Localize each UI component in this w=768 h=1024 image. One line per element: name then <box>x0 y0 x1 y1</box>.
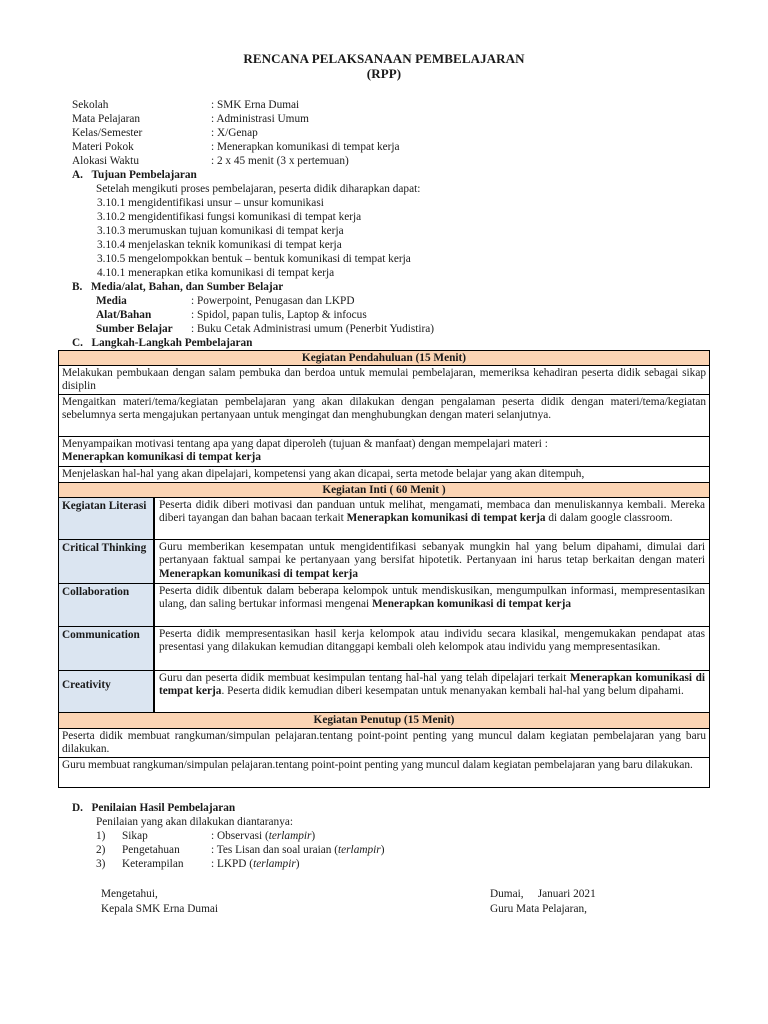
pendahuluan-row <box>58 436 710 467</box>
section-d-intro: Penilaian yang akan dilakukan diantaranya: <box>96 816 293 828</box>
source-label: Sumber Belajar <box>96 323 173 335</box>
media-label: Media <box>96 295 127 307</box>
inti-header: Kegiatan Inti ( 60 Menit ) <box>58 482 710 498</box>
penutup-row: Peserta didik membuat rangkuman/simpulan pelajaran.tentang point-point penting yang muncul dalam kegiatan pembelajaran yang baru dilakukan. <box>58 728 710 758</box>
inti-label-communication: Communication <box>58 626 154 671</box>
assessment-method: : Tes Lisan dan soal uraian ( <box>211 844 338 856</box>
penutup-row: Guru membuat rangkuman/simpulan pelajaran.tentang point-point penting yang muncul dalam kegiatan pembelajaran yang baru dilakukan. <box>58 757 710 788</box>
assessment-value <box>211 857 300 871</box>
identity-label: Kelas/Semester <box>72 127 143 139</box>
identity-value: : X/Genap <box>211 127 258 139</box>
assessment-note: terlampir <box>253 858 296 870</box>
inti-label-collaboration: Collaboration <box>58 583 154 627</box>
inti-desc-creativity <box>154 670 710 713</box>
inti-topic: Menerapkan komunikasi di tempat kerja <box>372 598 571 611</box>
identity-value: : SMK Erna Dumai <box>211 99 300 111</box>
assessment-label: Sikap <box>122 830 148 842</box>
signature-right-line2: Guru Mata Pelajaran, <box>490 903 587 915</box>
objective-item: 3.10.3 merumuskan tujuan komunikasi di tempat kerja <box>97 225 344 237</box>
assessment-close: ) <box>380 844 385 856</box>
section-a-heading: A. Tujuan Pembelajaran <box>72 169 197 181</box>
signature-right-line1: Dumai, Januari 2021 <box>490 888 596 900</box>
identity-label: Materi Pokok <box>72 141 134 153</box>
inti-desc-literasi <box>154 497 710 540</box>
penutup-header: Kegiatan Penutup (15 Menit) <box>58 712 710 729</box>
assessment-method: : LKPD ( <box>211 858 254 870</box>
identity-label: Mata Pelajaran <box>72 113 141 125</box>
inti-text: Guru memberikan kesempatan untuk mengidentifikasi sebanyak mungkin hal yang belum dipahami, dimulai dari pertanyaan faktual sampai ke pertanyaan yang bersifat hipotetik. Pertanyaan ini harus tetap berkaitan dengan materi <box>159 541 705 567</box>
assessment-number: 2) <box>96 844 106 856</box>
pendahuluan-row: Mengaitkan materi/tema/kegiatan pembelajaran yang akan dilakukan dengan pengalaman peserta didik dengan materi/tema/kegiatan sebelumnya serta mengajukan pertanyaan untuk mengingat dan menghubungkan dengan materi selanjutnya. <box>58 394 710 437</box>
objective-item: 3.10.4 menjelaskan teknik komunikasi di tempat kerja <box>97 239 342 251</box>
pendahuluan-topic: Menerapkan komunikasi di tempat kerja <box>62 451 261 464</box>
assessment-label: Keterampilan <box>122 858 184 870</box>
document-subtitle: (RPP) <box>366 66 402 81</box>
pendahuluan-header: Kegiatan Pendahuluan (15 Menit) <box>58 350 710 366</box>
media-value: : Powerpoint, Penugasan dan LKPD <box>191 295 355 307</box>
inti-label-critical-thinking: Critical Thinking <box>58 539 154 584</box>
identity-label: Alokasi Waktu <box>72 155 139 167</box>
inti-text: di dalam google classroom. <box>545 512 673 525</box>
inti-text: Peserta didik mempresentasikan hasil kerja kelompok atau individu secara klasikal, mengemukakan pendapat atas presentasi yang dilakukan kemudian ditanggapi kembali oleh kelompok atau individu yang mempresentasikan. <box>159 628 705 654</box>
document-title: RENCANA PELAKSANAAN PEMBELAJARAN <box>243 51 525 66</box>
tools-value: : Spidol, papan tulis, Laptop & infocus <box>191 309 367 321</box>
inti-text: Peserta didik diberi motivasi dan panduan untuk melihat, mengamati, membaca dan menuliskannya kembali. Mereka diberi tayangan dan bahan bacaan terkait <box>159 499 705 525</box>
pendahuluan-row: Menjelaskan hal-hal yang akan dipelajari, kompetensi yang akan dicapai, serta metode belajar yang akan ditempuh, <box>58 466 710 483</box>
assessment-number: 3) <box>96 858 106 870</box>
inti-text: Guru dan peserta didik membuat kesimpulan tentang hal-hal yang telah dipelajari terkait <box>159 672 570 684</box>
inti-text: . Peserta didik kemudian diberi kesempatan untuk menanyakan kembali hal-hal yang belum dipahami. <box>221 685 684 698</box>
assessment-note: terlampir <box>338 844 381 856</box>
inti-topic: Menerapkan komunikasi di tempat kerja <box>346 512 546 525</box>
assessment-number: 1) <box>96 830 106 842</box>
identity-value: : 2 x 45 menit (3 x pertemuan) <box>211 155 349 167</box>
pendahuluan-row: Melakukan pembukaan dengan salam pembuka dan berdoa untuk memulai pembelajaran, memeriksa kehadiran peserta didik sebagai sikap disiplin <box>58 365 710 395</box>
assessment-note: terlampir <box>268 830 312 842</box>
signature-left-line1: Mengetahui, <box>101 888 158 900</box>
objective-item: 3.10.2 mengidentifikasi fungsi komunikasi di tempat kerja <box>97 211 362 223</box>
inti-desc-critical-thinking <box>154 539 710 584</box>
assessment-close: ) <box>311 830 316 842</box>
assessment-method: : Observasi ( <box>211 830 269 842</box>
section-a-intro: Setelah mengikuti proses pembelajaran, peserta didik diharapkan dapat: <box>96 183 421 195</box>
inti-label-creativity: Creativity <box>58 670 154 713</box>
signature-left-line2: Kepala SMK Erna Dumai <box>101 903 219 915</box>
inti-desc-collaboration <box>154 583 710 627</box>
identity-value: : Administrasi Umum <box>211 113 309 125</box>
inti-topic: Menerapkan komunikasi di tempat kerja <box>159 567 358 580</box>
objective-item: 4.10.1 menerapkan etika komunikasi di tempat kerja <box>97 267 335 279</box>
source-value: : Buku Cetak Administrasi umum (Penerbit Yudistira) <box>191 323 435 335</box>
assessment-value <box>211 843 384 857</box>
inti-label-literasi: Kegiatan Literasi <box>58 497 154 540</box>
inti-topic: Menerapkan komunikasi di tempat kerja <box>159 672 705 698</box>
identity-label: Sekolah <box>72 99 109 111</box>
identity-value: : Menerapkan komunikasi di tempat kerja <box>211 141 400 153</box>
inti-text: Peserta didik dibentuk dalam beberapa kelompok untuk mendiskusikan, mengumpulkan informasi, mempresentasikan ulang, dan saling bertukar informasi mengenai <box>159 585 705 611</box>
section-c-heading: C. Langkah-Langkah Pembelajaran <box>72 337 253 349</box>
section-b-heading: B. Media/alat, Bahan, dan Sumber Belajar <box>72 281 284 293</box>
tools-label: Alat/Bahan <box>96 309 152 321</box>
assessment-value <box>211 829 315 843</box>
objective-item: 3.10.5 mengelompokkan bentuk – bentuk komunikasi di tempat kerja <box>97 253 411 265</box>
objective-item: 3.10.1 mengidentifikasi unsur – unsur komunikasi <box>97 197 324 209</box>
inti-desc-communication <box>154 626 710 671</box>
section-d-heading: D. Penilaian Hasil Pembelajaran <box>72 802 236 814</box>
assessment-close: ) <box>295 858 300 870</box>
assessment-label: Pengetahuan <box>122 844 180 856</box>
pendahuluan-text: Menyampaikan motivasi tentang apa yang dapat diperoleh (tujuan & manfaat) dengan mempelajari materi : <box>62 438 548 450</box>
